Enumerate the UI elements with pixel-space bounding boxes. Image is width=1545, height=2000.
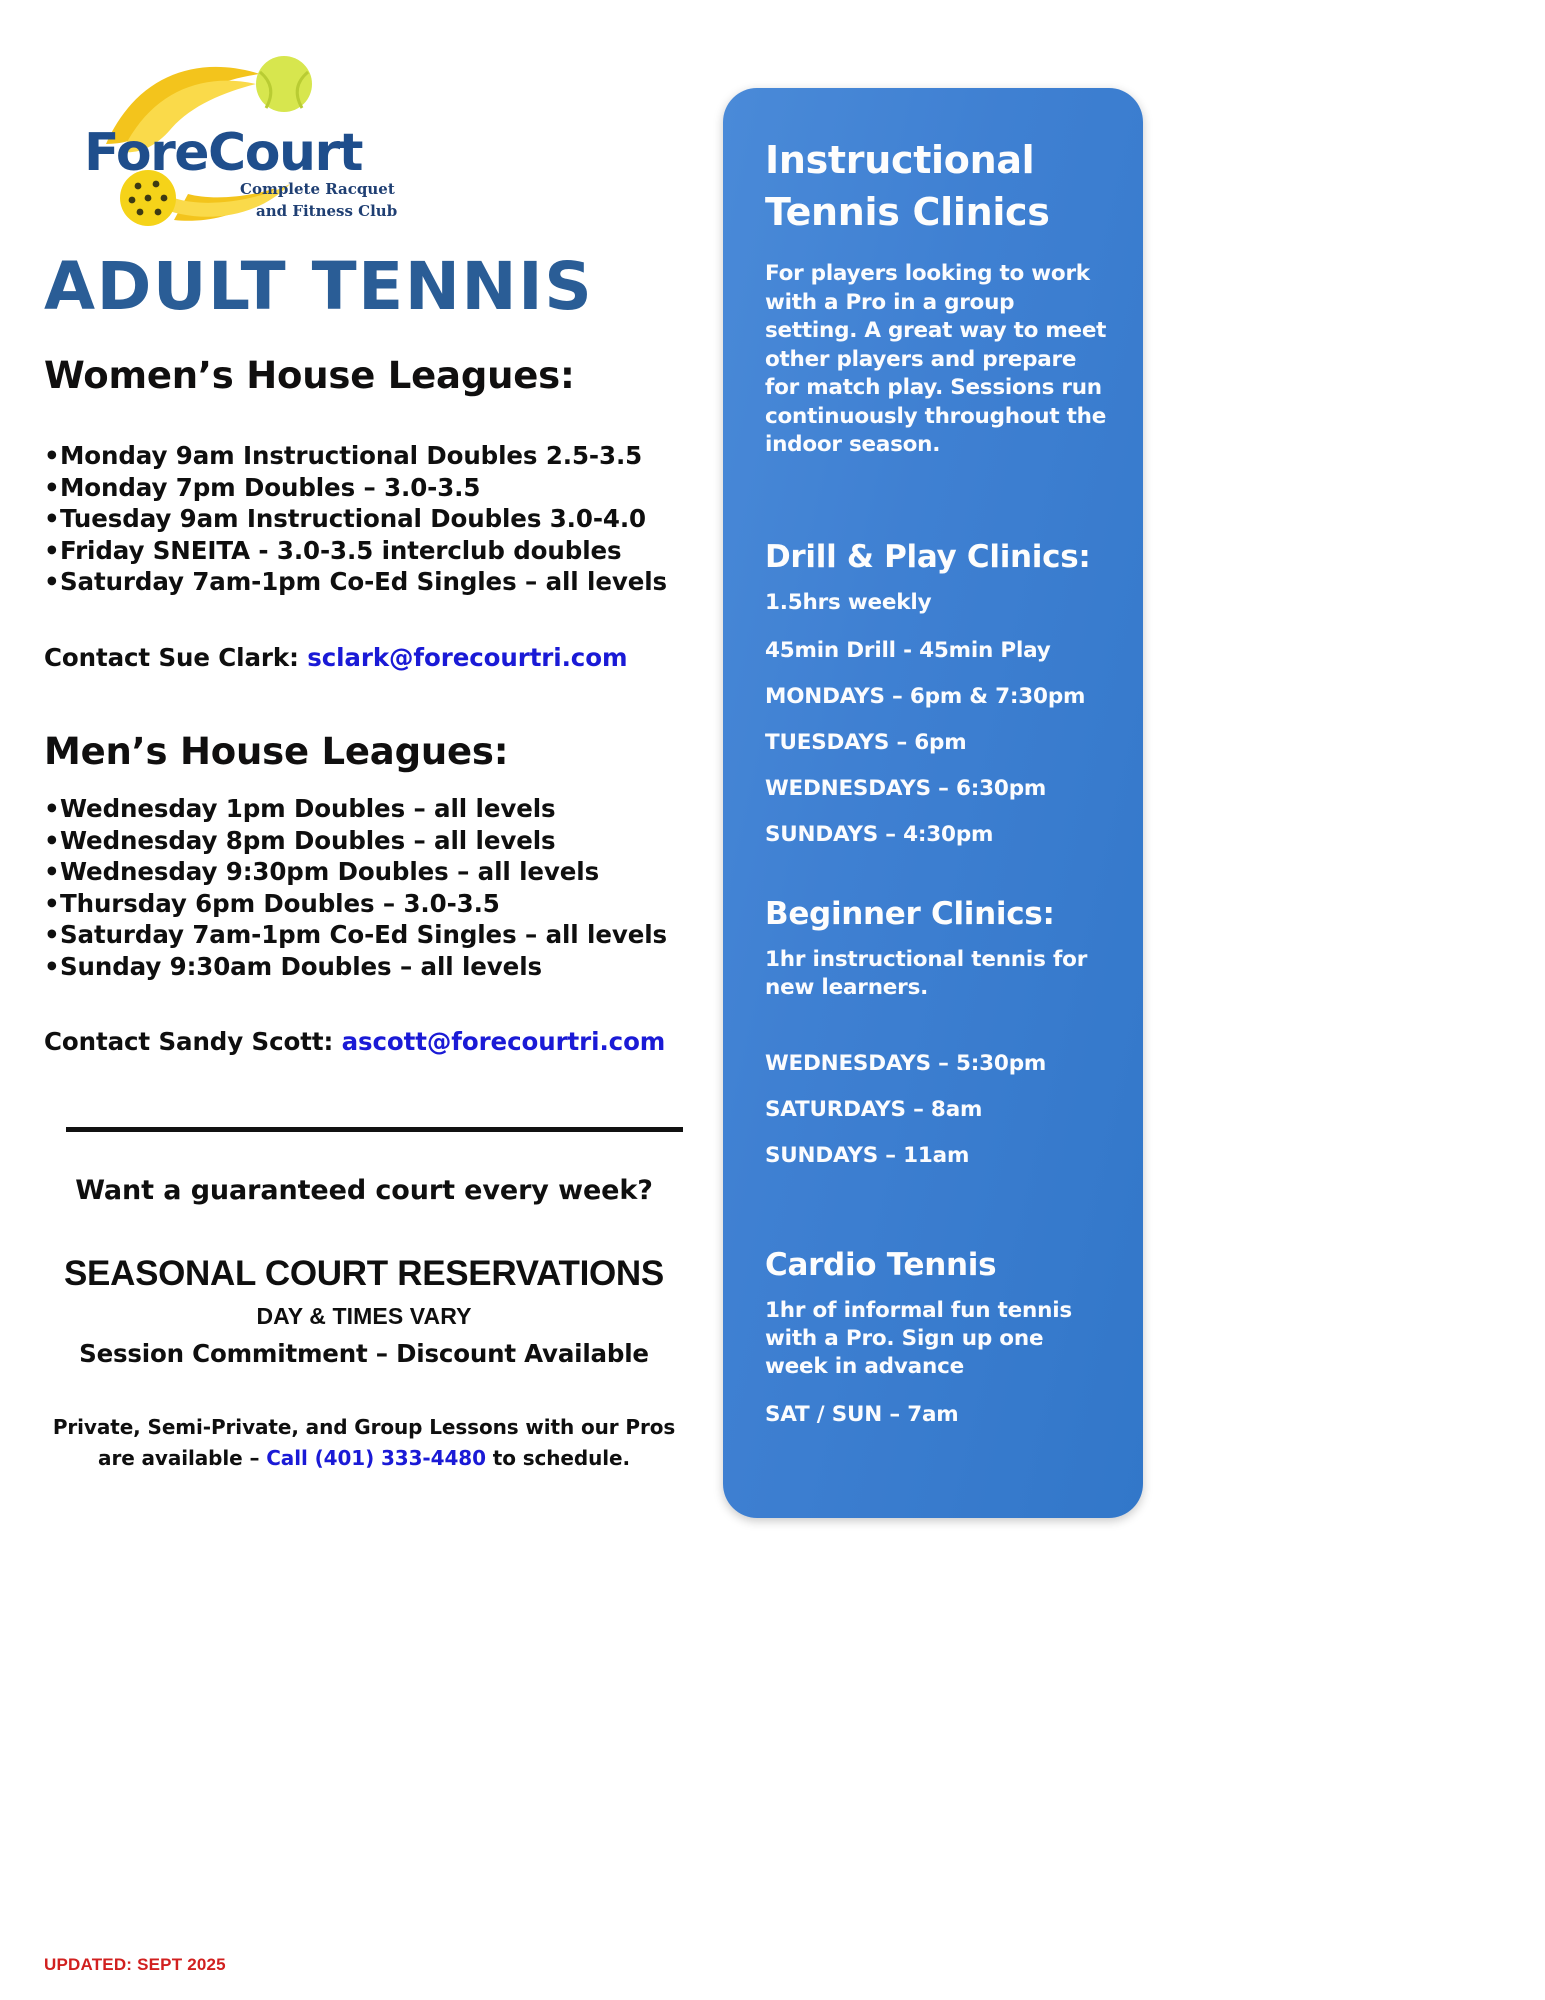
list-item: • Thursday 6pm Doubles – 3.0-3.5 — [44, 888, 667, 920]
reservations-title: SEASONAL COURT RESERVATIONS — [64, 1254, 664, 1293]
list-item: • Wednesday 9:30pm Doubles – all levels — [44, 856, 667, 888]
forecourt-logo — [78, 48, 408, 228]
section-divider — [66, 1127, 683, 1132]
mens-contact — [44, 1027, 665, 1056]
logo-graphic — [78, 48, 408, 228]
beginner-time-item: SATURDAYS – 8am — [765, 1096, 983, 1122]
mens-contact-email-link[interactable]: ascott@forecourtri.com — [341, 1027, 666, 1056]
womens-contact — [44, 643, 627, 672]
cardio-time-item: SAT / SUN – 7am — [765, 1401, 959, 1427]
seasonal-reservations-block — [44, 1175, 684, 1474]
spacer — [765, 460, 1113, 538]
panel-intro-paragraph: For players looking to work with a Pro in a group setting. A great way to meet other players and prepare for match play. Sessions run continuously throughout the indoor season. — [765, 261, 1107, 457]
reservations-subtitle-2: Session Commitment – Discount Available — [79, 1339, 649, 1368]
list-item: • Monday 7pm Doubles – 3.0-3.5 — [44, 472, 667, 504]
panel-title-line-2: Tennis Clinics — [765, 190, 1050, 234]
panel-title — [765, 134, 1113, 238]
cardio-tennis-section — [765, 1246, 1113, 1427]
beginner-clinics-heading: Beginner Clinics: — [765, 895, 1055, 932]
spacer — [765, 1002, 1113, 1030]
lessons-post-text: to schedule. — [485, 1446, 630, 1470]
womens-leagues-heading: Women’s House Leagues: — [44, 354, 575, 397]
mens-contact-label: Contact Sandy Scott: — [44, 1027, 334, 1056]
spacer — [765, 847, 1113, 895]
left-column — [0, 0, 730, 2000]
drill-and-play-sub-2: 45min Drill - 45min Play — [765, 637, 1051, 663]
lessons-line-2 — [44, 1443, 684, 1474]
list-item: • Saturday 7am-1pm Co-Ed Singles – all levels — [44, 566, 667, 598]
svg-text:ForeCourt: ForeCourt — [84, 123, 362, 183]
beginner-clinics-section — [765, 895, 1113, 1168]
reservations-question: Want a guaranteed court every week? — [75, 1175, 653, 1206]
drill-and-play-sub-1: 1.5hrs weekly — [765, 589, 932, 615]
list-item: • Sunday 9:30am Doubles – all levels — [44, 951, 667, 983]
panel-content — [765, 134, 1113, 1427]
list-item: • Saturday 7am-1pm Co-Ed Singles – all levels — [44, 919, 667, 951]
cardio-tennis-sub: 1hr of informal fun tennis with a Pro. Sign up one week in advance — [765, 1297, 1073, 1379]
list-item: • Wednesday 8pm Doubles – all levels — [44, 825, 667, 857]
page-title: ADULT TENNIS — [44, 248, 594, 325]
reservations-subtitle: DAY & TIMES VARY — [256, 1303, 472, 1329]
drill-time-item: SUNDAYS – 4:30pm — [765, 821, 994, 847]
womens-contact-email-link[interactable]: sclark@forecourtri.com — [307, 643, 628, 672]
drill-and-play-heading: Drill & Play Clinics: — [765, 538, 1091, 575]
lessons-pre-text: are available – — [98, 1446, 267, 1470]
beginner-clinics-sub: 1hr instructional tennis for new learners. — [765, 946, 1088, 1000]
svg-text:Complete Racquet: Complete Racquet — [240, 180, 395, 198]
drill-and-play-section — [765, 538, 1113, 847]
mens-leagues-heading: Men’s House Leagues: — [44, 730, 509, 773]
drill-time-item: WEDNESDAYS – 6:30pm — [765, 775, 1047, 801]
updated-stamp: UPDATED: SEPT 2025 — [44, 1955, 226, 1974]
svg-text:and Fitness Club: and Fitness Club — [256, 202, 398, 220]
lessons-note — [44, 1412, 684, 1474]
drill-time-item: MONDAYS – 6pm & 7:30pm — [765, 683, 1086, 709]
list-item: • Tuesday 9am Instructional Doubles 3.0-4.0 — [44, 503, 667, 535]
phone-link[interactable]: Call (401) 333-4480 — [266, 1446, 486, 1470]
spacer — [765, 1168, 1113, 1246]
lessons-line-1: Private, Semi-Private, and Group Lessons with our Pros — [52, 1415, 676, 1439]
panel-title-line-1: Instructional — [765, 138, 1035, 182]
womens-contact-label: Contact Sue Clark: — [44, 643, 299, 672]
drill-time-item: TUESDAYS – 6pm — [765, 729, 967, 755]
womens-leagues-list — [44, 440, 667, 598]
instructional-clinics-panel — [723, 88, 1143, 1518]
cardio-tennis-heading: Cardio Tennis — [765, 1246, 997, 1283]
beginner-time-item: WEDNESDAYS – 5:30pm — [765, 1050, 1047, 1076]
mens-leagues-list — [44, 793, 667, 982]
list-item: • Friday SNEITA - 3.0-3.5 interclub doubles — [44, 535, 667, 567]
list-item: • Wednesday 1pm Doubles – all levels — [44, 793, 667, 825]
list-item: • Monday 9am Instructional Doubles 2.5-3.5 — [44, 440, 667, 472]
beginner-time-item: SUNDAYS – 11am — [765, 1142, 970, 1168]
